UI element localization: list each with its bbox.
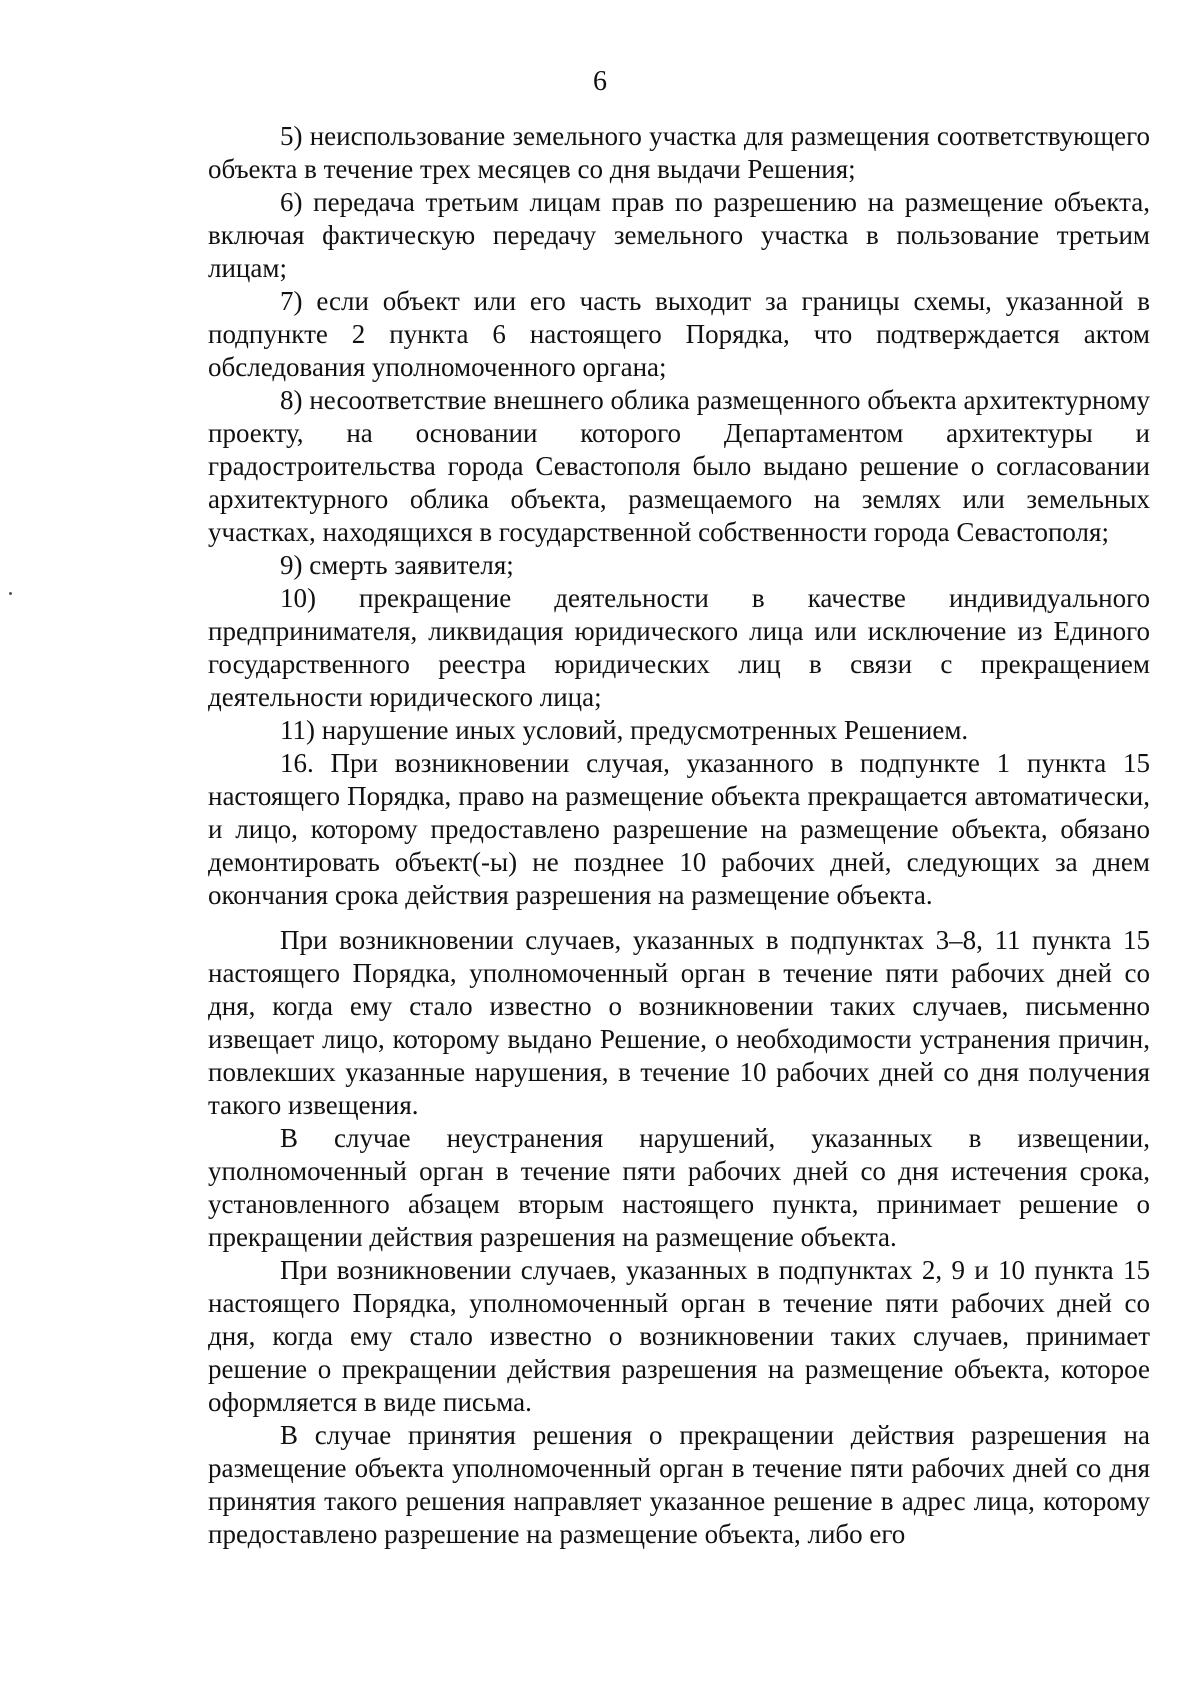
- paragraph-clause-16: 16. При возникновении случая, указанного в подпункте 1 пункта 15 настоящего Порядка, право на размещение объекта прекращается автоматически, и лицо, которому предоставлено разрешение на размещение объекта, обязано демонтировать объект(-ы) не позднее 10 рабочих дней, следующих за днем окончания срока действия разрешения на размещение объекта.: [208, 748, 1150, 910]
- paragraph-clause-16-part-3: В случае неустранения нарушений, указанных в извещении, уполномоченный орган в течение пяти рабочих дней со дня истечения срока, установленного абзацем вторым настоящего пункта, принимает решение о прекращении действия разрешения на размещение объекта.: [208, 1123, 1150, 1252]
- paragraph-clause-16-part-4: При возникновении случаев, указанных в подпунктах 2, 9 и 10 пункта 15 настоящего Порядка, уполномоченный орган в течение пяти рабочих дней со дня, когда ему стало известно о возникновении таких случаев, принимает решение о прекращении действия разрешения на размещение объекта, которое оформляется в виде письма.: [208, 1255, 1150, 1417]
- paragraph-subitem-5: 5) неиспользование земельного участка для размещения соответствующего объекта в течение трех месяцев со дня выдачи Решения;: [208, 121, 1150, 184]
- document-body: [208, 120, 1150, 1551]
- paragraph-subitem-7: 7) если объект или его часть выходит за границы схемы, указанной в подпункте 2 пункта 6 настоящего Порядка, что подтверждается актом обследования уполномоченного органа;: [208, 286, 1150, 382]
- paragraph-subitem-9: 9) смерть заявителя;: [280, 550, 514, 580]
- paragraph-subitem-6: 6) передача третьим лицам прав по разрешению на размещение объекта, включая фактическую передачу земельного участка в пользование третьим лицам;: [208, 187, 1150, 283]
- paragraph-subitem-11: 11) нарушение иных условий, предусмотренных Решением.: [280, 715, 969, 745]
- paragraph-clause-16-part-5: В случае принятия решения о прекращении действия разрешения на размещение объекта уполномоченный орган в течение пяти рабочих дней со дня принятия такого решения направляет указанное решение в адрес лица, которому предоставлено разрешение на размещение объекта, либо его: [208, 1420, 1150, 1549]
- paragraph-clause-16-part-2: При возникновении случаев, указанных в подпунктах 3–8, 11 пункта 15 настоящего Порядка, уполномоченный орган в течение пяти рабочих дней со дня, когда ему стало известно о возникновении таких случаев, письменно извещает лицо, которому выдано Решение, о необходимости устранения причин, повлекших указанные нарушения, в течение 10 рабочих дней со дня получения такого извещения.: [208, 925, 1150, 1120]
- paragraph-subitem-10: 10) прекращение деятельности в качестве индивидуального предпринимателя, ликвидация юридического лица или исключение из Единого государственного реестра юридических лиц в связи с прекращением деятельности юридического лица;: [208, 583, 1150, 712]
- scan-speck: [9, 592, 12, 595]
- page-number: 6: [593, 66, 607, 97]
- paragraph-subitem-8: 8) несоответствие внешнего облика размещенного объекта архитектурному проекту, на основании которого Департаментом архитектуры и градостроительства города Севастополя было выдано решение о согласовании архитектурного облика объекта, размещаемого на землях или земельных участках, находящихся в государственной собственности города Севастополя;: [208, 385, 1150, 547]
